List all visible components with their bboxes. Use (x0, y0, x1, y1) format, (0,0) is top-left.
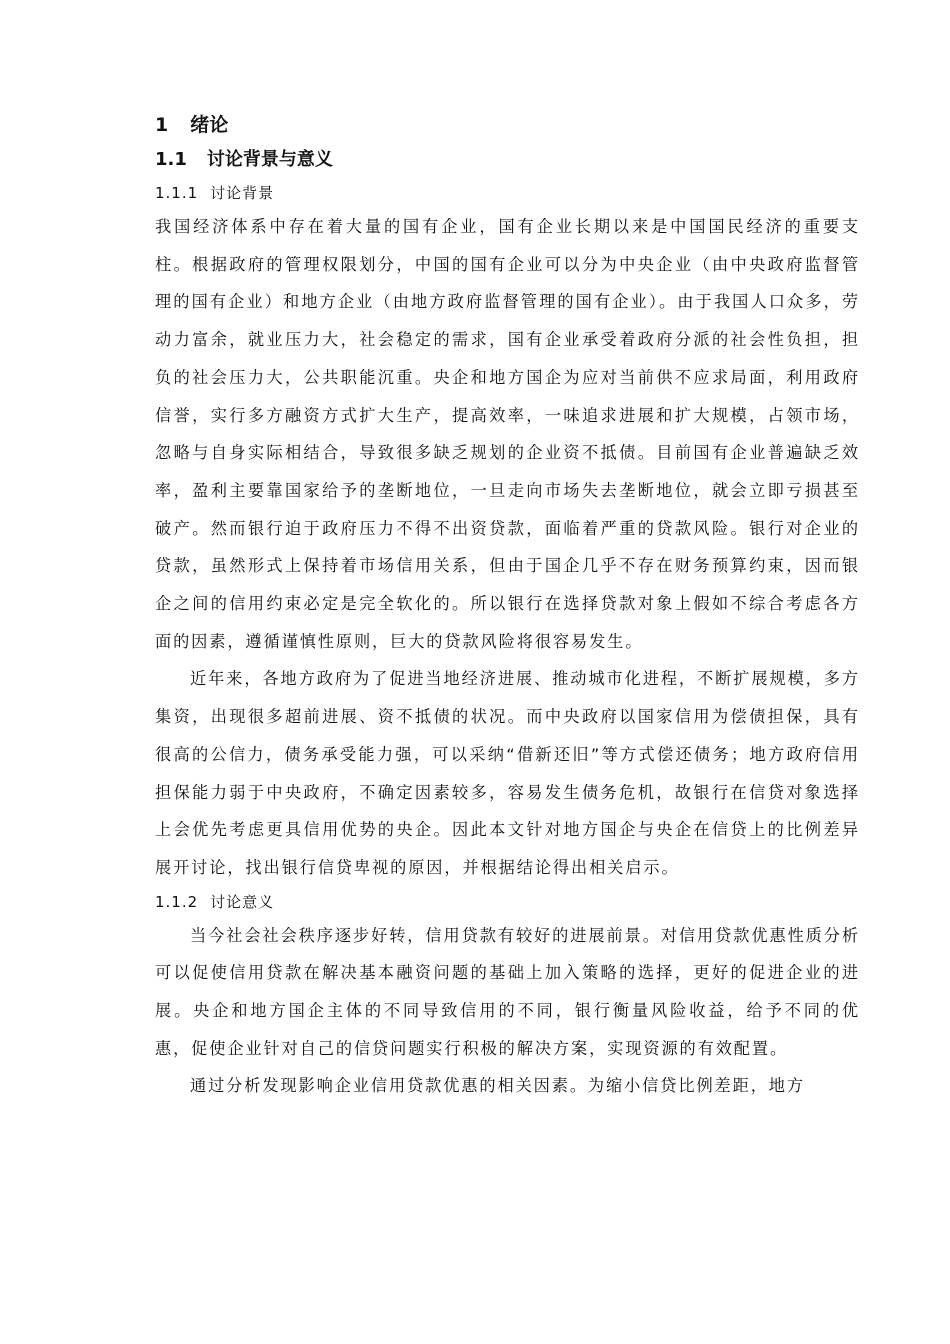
section-title: 讨论背景与意义 (206, 149, 333, 170)
body-paragraph: 我国经济体系中存在着大量的国有企业，国有企业长期以来是中国国民经济的重要支柱。根据政府的管理权限划分，中国的国有企业可以分为中央企业（由中央政府监督管理的国有企业）和地方企业（由地方政府监督管理的国有企业）。由于我国人口众多，劳动力富余，就业压力大，社会稳定的需求，国有企业承受着政府分派的社会性负担，担负的社会压力大，公共职能沉重。央企和地方国企为应对当前供不应求局面，利用政府信誉，实行多方融资方式扩大生产，提高效率，一味追求进展和扩大规模，占领市场，忽略与自身实际相结合，导致很多缺乏规划的企业资不抵债。目前国有企业普遍缺乏效率，盈利主要靠国家给予的垄断地位，一旦走向市场失去垄断地位，就会立即亏损甚至破产。然而银行迫于政府压力不得不出资贷款，面临着严重的贷款风险。银行对企业的贷款，虽然形式上保持着市场信用关系，但由于国企几乎不存在财务预算约束，因而银企之间的信用约束必定是完全软化的。所以银行在选择贷款对象上假如不综合考虑各方面的因素，遵循谨慎性原则，巨大的贷款风险将很容易发生。 (155, 217, 860, 651)
body-paragraph: 通过分析发现影响企业信用贷款优惠的相关因素。为缩小信贷比例差距，地方 (190, 1076, 805, 1096)
chapter-heading (155, 108, 860, 142)
section-number: 1.1 (155, 149, 187, 170)
subsection-title: 讨论背景 (210, 184, 275, 202)
page-content (155, 108, 860, 1105)
chapter-title: 绪论 (190, 114, 229, 136)
subsection-heading-significance (155, 887, 860, 917)
subsection-title: 讨论意义 (210, 892, 275, 911)
body-paragraph: 近年来，各地方政府为了促进当地经济进展、推动城市化进程，不断扩展规模，多方集资，出现很多超前进展、资不抵债的状况。而中央政府以国家信用为偿债担保，具有很高的公信力，债务承受能力强，可以采纳“借新还旧”等方式偿还债务；地方政府信用担保能力弱于中央政府，不确定因素较多，容易发生债务危机，故银行在信贷对象选择上会优先考虑更具信用优势的央企。因此本文针对地方国企与央企在信贷上的比例差异展开讨论，找出银行信贷卑视的原因，并根据结论得出相关启示。 (155, 669, 860, 877)
body-paragraph: 当今社会社会秩序逐步好转，信用贷款有较好的进展前景。对信用贷款优惠性质分析可以促使信用贷款在解决基本融资问题的基础上加入策略的选择，更好的促进企业的进展。央企和地方国企主体的不同导致信用的不同，银行衡量风险收益，给予不同的优惠，促使企业针对自己的信贷问题实行积极的解决方案，实现资源的有效配置。 (155, 925, 860, 1058)
subsection-number: 1.1.1 (155, 184, 199, 202)
chapter-number: 1 (155, 114, 169, 136)
subsection-number: 1.1.2 (155, 892, 199, 911)
section-heading (155, 142, 860, 178)
subsection-heading-background (155, 178, 860, 208)
